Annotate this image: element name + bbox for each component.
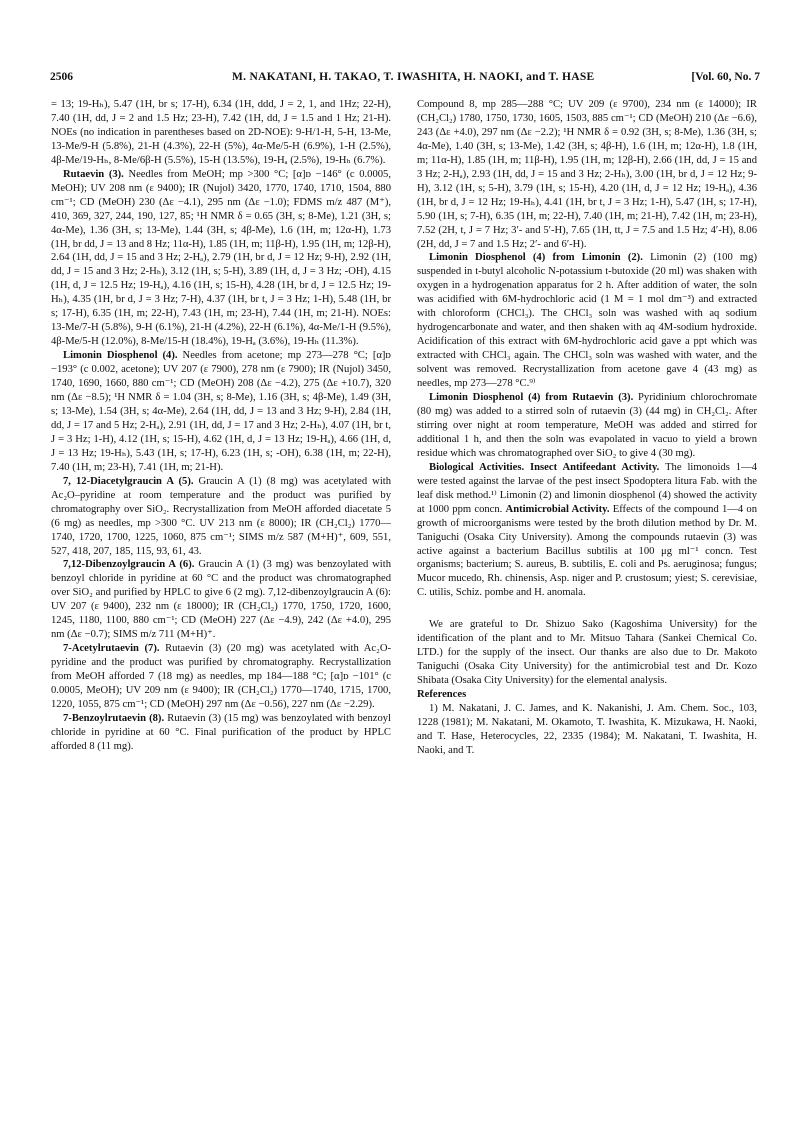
paragraph-limonin-diosphenol: Limonin Diosphenol (4). Needles from acetone; mp 273—278 °C; [α]ᴅ −193° (c 0.002, acetone); UV 207 (ε 7900), 278 nm (ε 7900); IR (Nujol) 3450, 1740, 1690, 1660, 880 cm⁻¹; CD (MeOH) 208 (Δε −4.2), 275 (Δε +10.7), 320 nm (Δε −8.5); ¹H NMR δ = 1.04 (3H, s; 8-Me), 1.16 (3H, s; 4β-Me), 1.49 (3H, s; 13-Me), 1.54 (3H, s; 4α-Me), 2.64 (1H, dd, J = 13 and 3 Hz; 9-H), 2.84 (1H, dd, J = 17 and 5 Hz; 2-Hₐ), 2.91 (1H, dd, J = 17 and 3 Hz; 2-Hₕ), 4.07 (1H, br t, J = 3 Hz; 1-H), 4.12 (1H, s; 15-H), 4.62 (1H, d, J = 13 Hz; 19-Hₐ), 4.66 (1H, d, J = 13 Hz; 19-Hₕ), 5.43 (1H, s; 17-H), 6.23 (1H, s; -OH), 6.38 (1H, m; 22-H), 7.40 (1H, m; 23-H), 7.41 (1H, m; 21-H).	[51, 350, 391, 473]
compound-heading: 7, 12-Diacetylgraucin A (5).	[63, 475, 194, 487]
paragraph-acetylrutaevin: 7-Acetylrutaevin (7). Rutaevin (3) (20 mg) was acetylated with Ac₂O-pyridine and the product was purified by chromatography. Recrystallization from MeOH afforded 7 (18 mg) as needles, mp 184—188 °C; [α]ᴅ −101° (c 0.0005, MeOH); UV 209 nm (ε 9400); IR (CH₂Cl₂) 1770—1740, 1715, 1700, 1220, 1055, 875 cm⁻¹; CD (MeOH) 297 nm (Δε −0.56), 227 nm (Δε −2.29).	[51, 643, 391, 710]
paragraph-dibenzoylgraucin: 7,12-Dibenzoylgraucin A (6). Graucin A (1) (3 mg) was benzoylated with benzoyl chloride in pyridine at 60 °C and the product was chromatographed over SiO₂ and purified by HPLC to give 6 (2 mg). 7,12-dibenzoylgraucin A (6): UV 207 (ε 9400), 232 nm (ε 18000); IR (CH₂Cl₂) 1770, 1750, 1720, 1600, 1245, 1180, 1100, 880 cm⁻¹; CD (MeOH) 227 (Δε −4.9), 242 (Δε +4.0), 295 nm (Δε −0.7); SIMS m/z 711 (M+H)⁺.	[51, 559, 391, 641]
paragraph-nmr-continued: = 13; 19-Hₕ), 5.47 (1H, br s; 17-H), 6.34 (1H, ddd, J = 2, 1, and 1Hz; 22-H), 7.40 (1H, dd, J = 2 and 1.5 Hz; 23-H), 7.42 (1H, dd, J = 1.5 and 1 Hz; 21-H). NOEs (no indication in parentheses based on 2D-NOE): 9-H/1-H, 5-H, 13-Me, 13-Me/9-H (5.8%), 21-H (4.3%), 22-H (5%), 4α-Me/5-H (6.9%), 1-H (2.5%), 4β-Me/19-Hₕ, 8-Me/6β-H (5.5%), 15-H (13.5%), 19-Hₐ (2.5%), 19-Hₕ (6.7%).	[51, 99, 391, 166]
references-heading: References	[417, 689, 467, 701]
paragraph-biological-activities: Biological Activities. Insect Antifeedant Activity. The limonoids 1—4 were tested against the larvae of the pest insect Spodoptera litura Fab. with the leaf disk method.¹⁾ Limonin (2) and limonin diosphenol (4) showed the activity at 1000 ppm concn. Antimicrobial Activity. Effects of the compound 1—4 on growth of microorganisms were tested by the broth dilution method by Dr. M. Taniguchi (Osaka City University). Among the compounds rutaevin (3) was active against a bacterium Bacillus subtilis at 100 μg ml⁻¹ concn. Test organisms; bacterium; S. aureus, B. subtilis, E. coli and Ps. aeruginosa; fungus; Mucor mucedo, Rh. chinensis, Asp. niger and P. crustosum; yiest; S. cerevisiae, C. utilis, Schiz. pombe and H. anomala.	[417, 461, 757, 599]
reference-item: 1) M. Nakatani, J. C. James, and K. Nakanishi, J. Am. Chem. Soc., 103, 1228 (1981); M. Nakatani, M. Okamoto, T. Iwashita, K. Mizukawa, H. Naoki, and T. Hase, Heterocycles, 22, 2335 (1984); M. Nakatani, T. Iwashita, H. Naoki, and T.	[417, 703, 757, 756]
left-column	[51, 98, 391, 754]
section-heading: Antimicrobial Activity.	[505, 503, 610, 515]
paragraph-rutaevin: Rutaevin (3). Needles from MeOH; mp >300 °C; [α]ᴅ −146° (c 0.0005, MeOH); UV 208 nm (ε 9400); IR (Nujol) 3420, 1770, 1740, 1710, 1504, 880 cm⁻¹; CD (MeOH) 230 (Δε −4.1), 295 nm (Δε −1.0); FDMS m/z 487 (M⁺), 410, 369, 327, 244, 190, 127, 85; ¹H NMR δ = 0.65 (3H, s; 8-Me), 1.21 (3H, s; 4α-Me), 1.36 (3H, s; 13-Me), 1.44 (3H, s; 4β-Me), 1.6 (1H, m; 12α-H), 1.73 (1H, br dd, J = 13 and 8 Hz; 11α-H), 1.85 (1H, m; 11β-H), 1.95 (1H, m; 12β-H), 2.64 (1H, dd, J = 15 and 3 Hz; 2-Hₐ), 2.79 (1H, br d, J = 12 Hz; 9-H), 2.92 (1H, dd, J = 15 and 3 Hz; 2-Hₕ), 3.12 (1H, s; 5-H), 3.89 (1H, d, J = 3 Hz; -OH), 4.15 (1H, d, J = 12.5 Hz; 19-Hₐ), 4.16 (1H, s; 15-H), 4.28 (1H, br d, J = 12.5 Hz; 19-Hₕ), 4.35 (1H, br d, J = 3 Hz; 7-H), 4.37 (1H, br t, J = 3 Hz; 1-H), 5.48 (1H, br s; 17-H), 6.35 (1H, m; 22-H), 7.43 (1H, m; 23-H), 7.44 (1H, m; 21-H). NOEs: 13-Me/7-H (5.8%), 9-H (6.1%), 21-H (4.2%), 22-H (6.1%), 4α-Me/1-H (9.5%), 4β-Me/5-H (12.0%), 8-Me/15-H (18.4%), 19-Hₐ (3.6%), 19-Hₕ (11.3%).	[51, 168, 391, 348]
compound-heading: 7-Benzoylrutaevin (8).	[63, 712, 165, 724]
running-header	[50, 71, 760, 91]
paragraph-benzoylrutaevin: 7-Benzoylrutaevin (8). Rutaevin (3) (15 mg) was benzoylated with benzoyl chloride in pyridine at 60 °C. Final purification of the product by HPLC afforded 8 (11 mg).	[51, 712, 391, 752]
compound-heading: 7,12-Dibenzoylgraucin A (6).	[63, 559, 195, 571]
section-heading: Biological Activities. Insect Antifeedant Activity.	[429, 461, 660, 473]
page-number: 2506	[50, 71, 73, 83]
header-journal: [Vol. 60, No. 7	[691, 71, 760, 83]
section-heading: Limonin Diosphenol (4) from Rutaevin (3).	[429, 392, 634, 404]
paragraph-diacetylgraucin: 7, 12-Diacetylgraucin A (5). Graucin A (1) (8 mg) was acetylated with Ac₂O–pyridine at room temperature and the product was purified by chromatography over SiO₂. Recrystallization from MeOH afforded diacetate 5 (6 mg) as needles, mp >300 °C. UV 213 nm (ε 8000); IR (CH₂Cl₂) 1770—1740, 1720, 1700, 1225, 1060, 875 cm⁻¹; SIMS m/z 587 (M+H)⁺, 609, 551, 527, 418, 207, 185, 115, 93, 61, 43.	[51, 475, 391, 557]
header-authors: M. NAKATANI, H. TAKAO, T. IWASHITA, H. NAOKI, and T. HASE	[232, 71, 595, 83]
paragraph-diosphenol-from-limonin: Limonin Diosphenol (4) from Limonin (2). Limonin (2) (100 mg) suspended in t-butyl alcoholic N-potassium t-butoxide (20 ml) was shaken with oxygen in a hydrogenation apparatus for 2 h. After addition of water, the soln was acidified with 6M-hydrochloric acid (1 M = 1 mol dm⁻³) and extracted with chloroform (CHCl₃). The CHCl₃ soln was washed with aq sodium hydrogencarbonate and water, and then shaken with aq 4M-sodium hydroxide. Acidification of this extract with 6M-hydrochloric acid gave a ppt which was extracted with CHCl₃ again. The CHCl₃ soln was washed with water, and the solvent was removed. Recrystallization from acetone gave 4 (43 mg) as needles, mp 273—278 °C.⁹⁾	[417, 252, 758, 390]
compound-heading: Limonin Diosphenol (4).	[63, 350, 178, 362]
paragraph-diosphenol-from-rutaevin: Limonin Diosphenol (4) from Rutaevin (3). Pyridinium chlorochromate (80 mg) was added to a stirred soln of rutaevin (3) (44 mg) in CH₂Cl₂. After stirring over night at room temperature, MeOH was added and stirred for additional 1 h, and then the soln was evapolated in vacuo to yield a brown residue which was chromatographed over SiO₂ to give 4 (30 mg).	[417, 392, 757, 459]
paragraph-compound-8: Compound 8, mp 285—288 °C; UV 209 (ε 9700), 234 nm (ε 14000); IR (CH₂Cl₂) 1780, 1750, 1730, 1605, 1503, 885 cm⁻¹; CD (MeOH) 210 (Δε −6.6), 243 (Δε +4.0), 297 nm (Δε −2.2); ¹H NMR δ = 0.92 (3H, s; 8-Me), 1.36 (3H, s; 4α-Me), 1.40 (3H, s; 13-Me), 1.42 (3H, s; 4β-H), 1.6 (1H, m; 12α-H), 1.8 (1H, m; 11α-H), 1.85 (1H, m; 11β-H), 1.95 (1H, m; 12β-H), 2.66 (1H, dd, J = 15 and 3 Hz; 2-Hₐ), 2.93 (1H, dd, J = 15 and 3 Hz; 2-Hₕ), 3.00 (1H, br d, J = 12 Hz; 9-H), 3.12 (1H, s; 5-H), 3.79 (1H, s; 15-H), 4.20 (1H, d, J = 12 Hz; 19-Hₐ), 4.36 (1H, br d, J = 12 Hz; 19-Hₕ), 4.41 (1H, br t, J = 3 Hz; 1-H), 5.47 (1H, s; 17-H), 5.90 (1H, s; 7-H), 6.35 (1H, m; 22-H), 7.40 (1H, m; 21-H), 7.42 (1H, m; 23-H), 7.52 (2H, t, J = 7 Hz; 3′- and 5′-H), 7.65 (1H, tt, J = 7.5 and 1.5 Hz; 4′-H), 8.06 (2H, dd, J = 7 and 1.5 Hz; 2′- and 6′-H).	[417, 99, 757, 250]
compound-heading: Rutaevin (3).	[63, 168, 124, 180]
compound-heading: 7-Acetylrutaevin (7).	[63, 643, 160, 655]
acknowledgements: We are grateful to Dr. Shizuo Sako (Kagoshima University) for the identification of the plant and to Mr. Mitsuo Tahara (Sankei Chemical Co. LTD.) for the supply of the insect. Our thanks are also due to Dr. Makoto Taniguchi (Osaka City University) for the antimicrobial test and Dr. Kozo Shibata (Osaka City University) for the elemental analysis.	[417, 619, 757, 687]
section-heading: Limonin Diosphenol (4) from Limonin (2).	[429, 252, 643, 264]
right-column	[417, 98, 757, 758]
